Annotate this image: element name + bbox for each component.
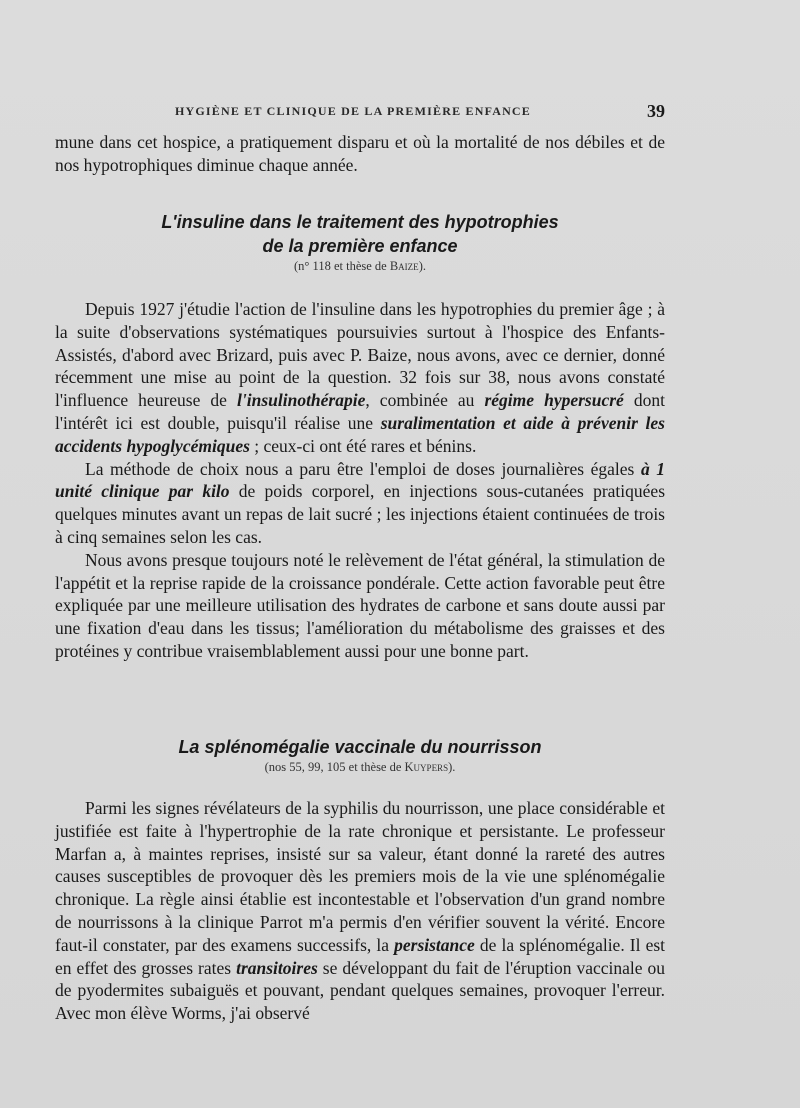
intro-paragraph xyxy=(55,131,665,177)
section1-ref-prefix: (n° 118 et thèse de xyxy=(294,259,390,273)
emphasis: l'insulinothérapie xyxy=(237,390,366,411)
text-run: de la splénomégalie. Il est en effet des grosses rates xyxy=(55,934,666,978)
running-head: HYGIÈNE ET CLINIQUE DE LA PREMIÈRE ENFANCE xyxy=(175,104,532,118)
emphasis: persistance xyxy=(394,934,475,955)
text-run: La méthode de choix nous a paru être l'emploi de doses journalières égales xyxy=(85,458,641,479)
section1-ref-suffix: ). xyxy=(418,259,426,273)
section1-ref-author: Baize xyxy=(389,259,419,273)
text-run: dont l'intérêt ici est double, puisqu'il réalise une xyxy=(55,390,665,433)
section1-reference xyxy=(55,259,665,274)
intro-text: mune dans cet hospice, a pratiquement disparu et où la mortalité de nos débiles et de nos hypotrophiques diminue chaque année. xyxy=(55,132,665,175)
emphasis: régime hypersucré xyxy=(484,390,624,411)
text-run: Parmi les signes révélateurs de la syphilis du nourrisson, une place considérable et justifiée est faite à l'hypertrophie de la rate chronique et persistante. Le professeur Marfan a, à maintes reprises, insisté sur sa valeur, étant donné la rareté des autres causes susceptibles de provoquer dès les premiers mois de la vie une splénomégalie chronique. La règle ainsi établie est incontestable et l'observation d'un grand nombre de nourrissons à la clinique Parrot m'a permis d'en vérifier souvent la vérité. Encore faut-il constater, par des examens successifs, la xyxy=(55,798,665,955)
section2-ref-suffix: ). xyxy=(448,760,456,774)
section2-title: La splénomégalie vaccinale du nourrisson xyxy=(178,737,542,757)
text-run: , combinée au xyxy=(365,390,485,411)
page-number: 39 xyxy=(647,101,665,121)
text-run: se développant du fait de l'éruption vaccinale ou de pyodermites subaiguës et pouvant, pendant quelques semaines, provoquer l'erreur. Avec mon élève Worms, j'ai observé xyxy=(55,957,665,1024)
section1-body xyxy=(55,298,665,663)
section2-ref-author: Kuypers xyxy=(404,760,449,774)
emphasis: suralimentation et aide à prévenir les accidents hypoglycémiques xyxy=(55,412,665,456)
section1-title xyxy=(55,210,665,258)
section2-ref-prefix: (nos 55, 99, 105 et thèse de xyxy=(264,760,405,774)
text-run: ; ceux-ci ont été rares et bénins. xyxy=(249,435,477,456)
section1-title-line2: de la première enfance xyxy=(262,236,458,256)
section2-reference xyxy=(55,760,665,775)
section1-paragraph-1 xyxy=(55,298,665,458)
section1-title-line1: L'insuline dans le traitement des hypotrophies xyxy=(161,212,559,232)
emphasis: à 1 unité clinique par kilo xyxy=(55,458,665,502)
text-run: de poids corporel, en injections sous-cutanées pratiquées quelques minutes avant un repas de lait sucré ; les injections étaient continuées de trois à cinq semaines selon les cas. xyxy=(55,481,666,547)
section1-paragraph-2 xyxy=(55,458,665,549)
text-run: Depuis 1927 j'étudie l'action de l'insuline dans les hypotrophies du premier âge ; à la suite d'observations systématiques poursuivies surtout à l'hospice des Enfants-Assistés, d'abord avec Brizard, puis avec P. Baize, nous avons, avec ce dernier, donné récemment une mise au point de la question. 32 fois sur 38, nous avons constaté l'influence heureuse de xyxy=(55,299,665,411)
emphasis: transitoires xyxy=(236,957,318,978)
section1-paragraph-3: Nous avons presque toujours noté le relèvement de l'état général, la stimulation de l'appétit et la reprise rapide de la croissance pondérale. Cette action favorable peut être expliquée par une meilleure utilisation des hydrates de carbone et sans doute aussi par une fixation d'eau dans les tissus; l'amélioration du métabolisme des graisses et des protéines y contribue vraisemblablement aussi pour une bonne part. xyxy=(55,549,665,661)
section2-paragraph-1 xyxy=(55,797,665,1025)
page-header xyxy=(55,101,665,124)
section2-body xyxy=(55,797,665,1025)
